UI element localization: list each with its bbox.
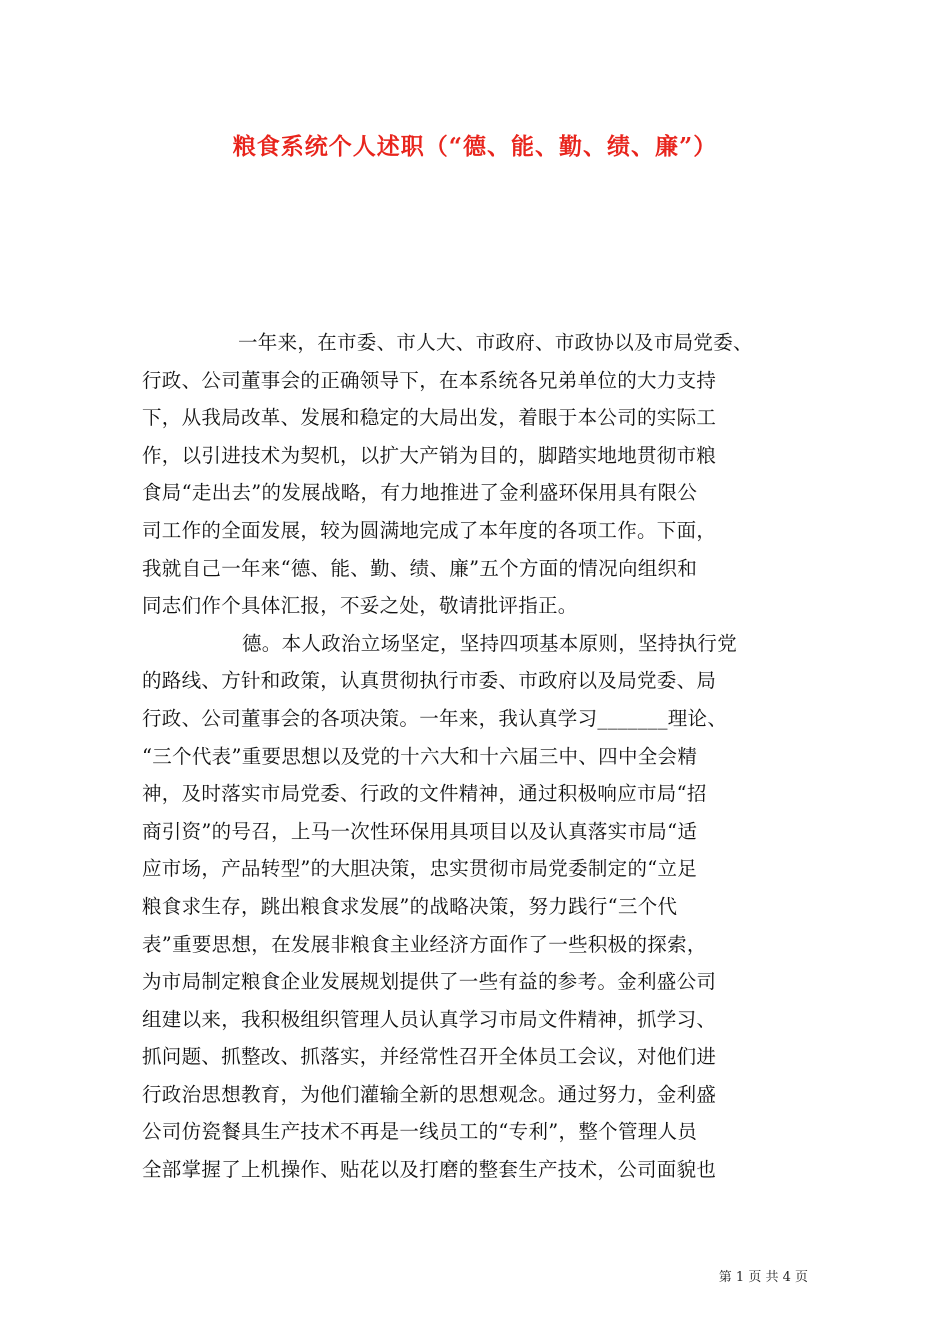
text-line: 全部掌握了上机操作、贴花以及打磨的整套生产技术，公司面貌也 bbox=[142, 1158, 717, 1182]
text-line: 德。本人政治立场坚定，坚持四项基本原则，坚持执行党 bbox=[242, 631, 738, 655]
text-line: “三个代表”重要思想以及党的十六大和十六届三中、四中全会精 bbox=[142, 744, 698, 768]
text-line: 作，以引进技术为契机，以扩大产销为目的，脚踏实地地贯彻市粮 bbox=[142, 443, 717, 467]
paragraph-de bbox=[142, 625, 822, 1189]
text-line: 为市局制定粮食企业发展规划提供了一些有益的参考。金利盛公司 bbox=[142, 970, 717, 994]
text-line: 行政、公司董事会的正确领导下，在本系统各兄弟单位的大力支持 bbox=[142, 368, 717, 392]
text-line: 粮食求生存，跳出粮食求发展”的战略决策，努力践行“三个代 bbox=[142, 894, 678, 918]
text-line: 司工作的全面发展，较为圆满地完成了本年度的各项工作。下面， bbox=[142, 518, 717, 542]
text-line: 神，及时落实市局党委、行政的文件精神，通过积极响应市局“招 bbox=[142, 782, 707, 806]
text-line: 行政治思想教育，为他们灌输全新的思想观念。通过努力，金利盛 bbox=[142, 1082, 717, 1106]
text-line: 组建以来，我积极组织管理人员认真学习市局文件精神，抓学习、 bbox=[142, 1007, 717, 1031]
text-line: 公司仿瓷餐具生产技术不再是一线员工的“专利”，整个管理人员 bbox=[142, 1120, 698, 1144]
text-line: 同志们作个具体汇报，不妥之处，敬请批评指正。 bbox=[142, 594, 578, 618]
text-line: 应市场，产品转型”的大胆决策，忠实贯彻市局党委制定的“立足 bbox=[142, 857, 698, 881]
page-number: 第 1 页 共 4 页 bbox=[718, 1270, 808, 1285]
text-line: 抓问题、抓整改、抓落实，并经常性召开全体员工会议，对他们进 bbox=[142, 1045, 717, 1069]
text-line: 的路线、方针和政策，认真贯彻执行市委、市政府以及局党委、局 bbox=[142, 669, 717, 693]
text-line: 商引资”的号召，上马一次性环保用具项目以及认真落实市局“适 bbox=[142, 819, 698, 843]
document-title: 粮食系统个人述职（“德、能、勤、绩、廉”） bbox=[232, 133, 718, 160]
text-line: 食局“走出去”的发展战略，有力地推进了金利盛环保用具有限公 bbox=[142, 481, 698, 505]
text-line: 我就自己一年来“德、能、勤、绩、廉”五个方面的情况向组织和 bbox=[142, 556, 698, 580]
paragraph-intro bbox=[142, 324, 822, 625]
text-line: 表”重要思想，在发展非粮食主业经济方面作了一些积极的探索， bbox=[142, 932, 707, 956]
text-line: 一年来，在市委、市人大、市政府、市政协以及市局党委、 bbox=[238, 331, 753, 354]
text-line: 下，从我局改革、发展和稳定的大局出发，着眼于本公司的实际工 bbox=[142, 406, 717, 430]
document-body bbox=[142, 324, 822, 1189]
text-line: 行政、公司董事会的各项决策。一年来，我认真学习_______理论、 bbox=[142, 706, 728, 730]
